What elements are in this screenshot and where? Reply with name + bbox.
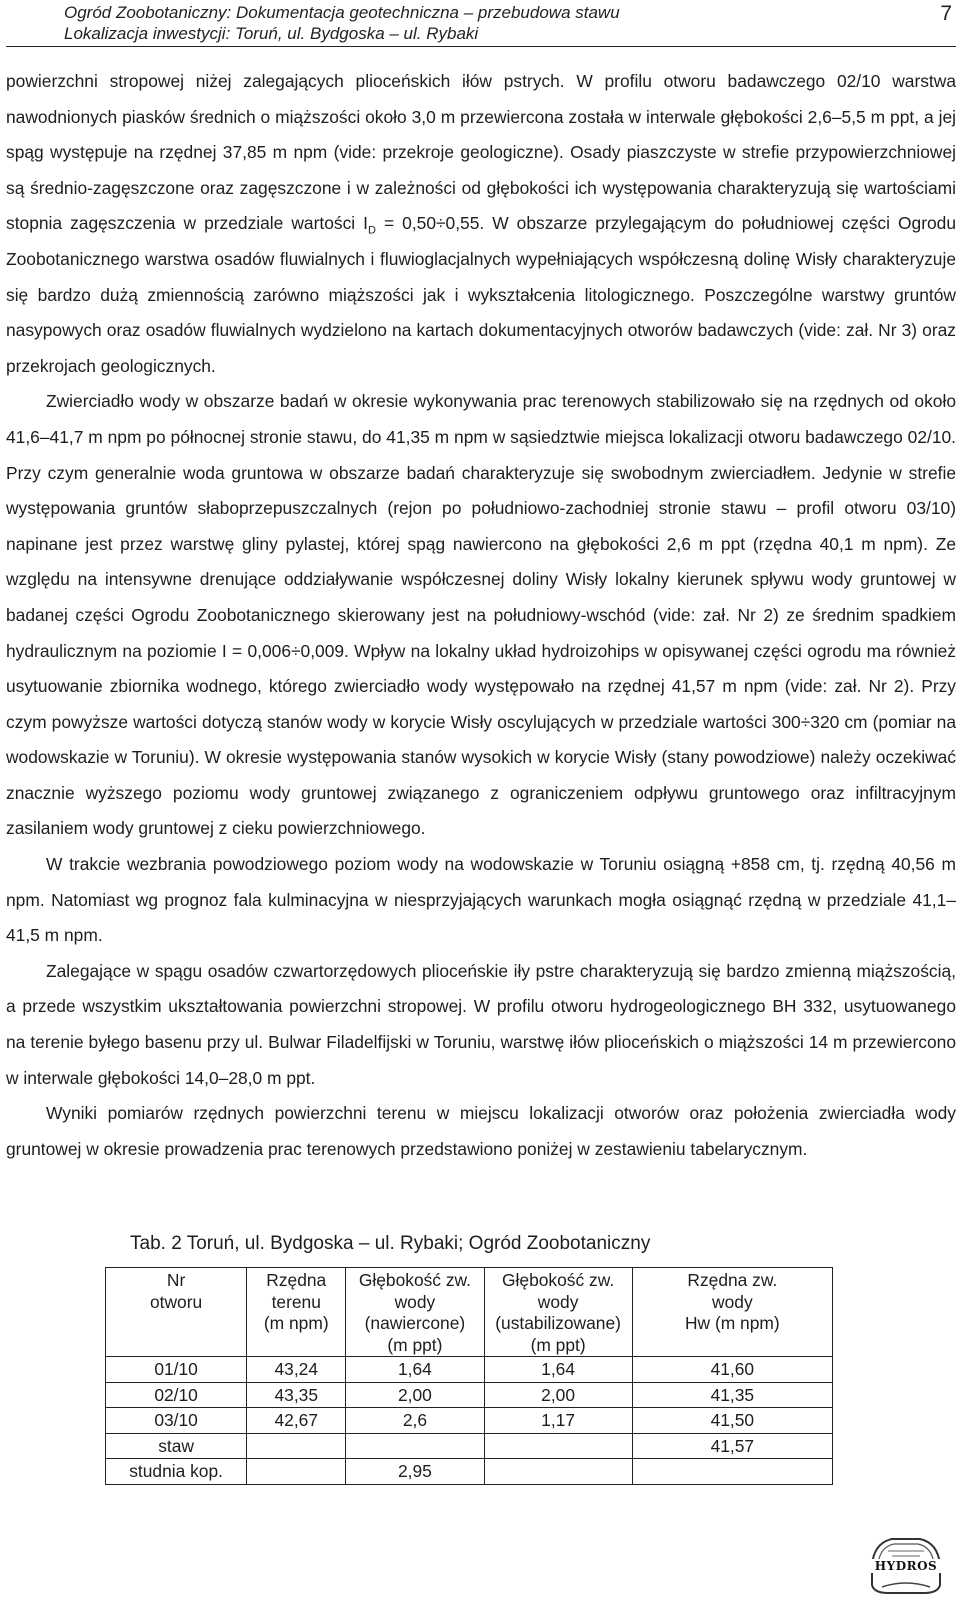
table-cell: 2,95 bbox=[346, 1459, 484, 1485]
table-cell: 42,67 bbox=[247, 1408, 346, 1434]
header-water-elevation: Rzędna zw. wody Hw (m npm) bbox=[632, 1268, 832, 1357]
table-cell: 03/10 bbox=[106, 1408, 247, 1434]
table-cell: 43,24 bbox=[247, 1357, 346, 1383]
paragraph-1-text-b: = 0,50÷0,55. W obszarze przylegającym do południowej części Ogrodu Zoobotanicznego warstwa osadów fluwialnych i fluwioglacjalnych wypełniających współczesną dolinę Wisły charakteryzuje się bardzo dużą zmiennością zarówno miąższości jak i wykształcenia litologicznego. Poszczególne warstwy gruntów nasypowych oraz osadów fluwialnych wydzielono na kartach dokumentacyjnych otworów badawczych (vide: zał. Nr 3) oraz przekrojach geologicznych. bbox=[6, 213, 957, 376]
table-cell: 41,57 bbox=[632, 1433, 832, 1459]
table-cell bbox=[247, 1433, 346, 1459]
table-cell bbox=[346, 1433, 484, 1459]
table-cell: studnia kop. bbox=[106, 1459, 247, 1485]
paragraph-1 bbox=[6, 64, 956, 384]
table-cell: staw bbox=[106, 1433, 247, 1459]
paragraph-3: W trakcie wezbrania powodziowego poziom wody na wodowskazie w Toruniu osiągną +858 cm, tj. rzędną 40,56 m npm. Natomiast wg prognoz fala kulminacyjna w niesprzyjających warunkach mogła osiągnąć rzędną w przedziale 41,1–41,5 m npm. bbox=[6, 854, 956, 946]
water-level-table bbox=[105, 1267, 833, 1485]
page-number: 7 bbox=[940, 2, 952, 25]
page-header bbox=[6, 0, 956, 52]
table-caption: Tab. 2 Toruń, ul. Bydgoska – ul. Rybaki; Ogród Zoobotaniczny bbox=[130, 1233, 651, 1254]
table-cell bbox=[484, 1433, 632, 1459]
hydros-logo-icon bbox=[868, 1535, 944, 1597]
header-text bbox=[64, 2, 620, 44]
table-cell bbox=[484, 1459, 632, 1485]
table-cell: 2,00 bbox=[346, 1382, 484, 1408]
header-ground-elevation: Rzędna terenu (m npm) bbox=[247, 1268, 346, 1357]
table-cell bbox=[632, 1459, 832, 1485]
table-cell: 1,64 bbox=[484, 1357, 632, 1383]
logo-text: HYDROS bbox=[868, 1559, 944, 1573]
table-cell: 02/10 bbox=[106, 1382, 247, 1408]
header-line-1: Ogród Zoobotaniczny: Dokumentacja geotechniczna – przebudowa stawu bbox=[64, 3, 620, 22]
header-depth-stabilized: Głębokość zw. wody (ustabilizowane) (m ppt) bbox=[484, 1268, 632, 1357]
body-text bbox=[6, 64, 956, 1167]
table-row bbox=[106, 1357, 833, 1383]
paragraph-5: Wyniki pomiarów rzędnych powierzchni terenu w miejscu lokalizacji otworów oraz położenia zwierciadła wody gruntowej w okresie prowadzenia prac terenowych przedstawiono poniżej w zestawieniu tabelarycznym. bbox=[6, 1103, 956, 1159]
table-row bbox=[106, 1459, 833, 1485]
header-borehole-no: Nr otworu bbox=[106, 1268, 247, 1357]
table-cell: 1,64 bbox=[346, 1357, 484, 1383]
paragraph-1-text-a: powierzchni stropowej niżej zalegających plioceńskich iłów pstrych. W profilu otworu badawczego 02/10 warstwa nawodnionych piasków średnich o miąższości około 3,0 m przewiercona została w interwale głębokości 2,6–5,5 m ppt, a jej spąg występuje na rzędnej 37,85 m npm (vide: przekroje geologiczne). Osady piaszczyste w strefie przypowierzchniowej są średnio-zagęszczone oraz zagęszczone i w zależności od głębokości ich występowania charakteryzują się wartościami stopnia zagęszczenia w przedziale wartości I bbox=[6, 71, 956, 234]
header-depth-drilled: Głębokość zw. wody (nawiercone) (m ppt) bbox=[346, 1268, 484, 1357]
header-rule bbox=[6, 46, 956, 47]
table-row bbox=[106, 1408, 833, 1434]
header-line-2: Lokalizacja inwestycji: Toruń, ul. Bydgoska – ul. Rybaki bbox=[64, 24, 479, 43]
table-cell: 41,35 bbox=[632, 1382, 832, 1408]
table-cell: 1,17 bbox=[484, 1408, 632, 1434]
table-cell: 2,00 bbox=[484, 1382, 632, 1408]
table-row bbox=[106, 1382, 833, 1408]
table-cell: 41,50 bbox=[632, 1408, 832, 1434]
paragraph-4: Zalegające w spągu osadów czwartorzędowych plioceńskie iły pstre charakteryzują się bardzo zmienną miąższością, a przede wszystkim ukształtowania powierzchni stropowej. W profilu otworu hydrogeologicznego BH 332, usytuowanego na terenie byłego basenu przy ul. Bulwar Filadelfijski w Toruniu, warstwę iłów plioceńskich o miąższości 14 m przewiercono w interwale głębokości 14,0–28,0 m ppt. bbox=[6, 960, 956, 1088]
table-header-row bbox=[106, 1268, 833, 1357]
table-cell: 43,35 bbox=[247, 1382, 346, 1408]
paragraph-2: Zwierciadło wody w obszarze badań w okresie wykonywania prac terenowych stabilizowało się na rzędnych od około 41,6–41,7 m npm po północnej stronie stawu, do 41,35 m npm w sąsiedztwie miejsca lokalizacji otworu badawczego 02/10. Przy czym generalnie woda gruntowa w obszarze badań charakteryzuje się swobodnym zwierciadłem. Jedynie w strefie występowania gruntów słaboprzepuszczalnych (rejon po południowo-zachodniej stronie stawu – profil otworu 03/10) napinane jest przez warstwę gliny pylastej, której spąg nawiercono na głębokości 2,6 m ppt (rzędna 40,1 m npm). Ze względu na intensywne drenujące oddziaływanie współczesnej doliny Wisły lokalny kierunek spływu wody gruntowej w badanej części Ogrodu Zoobotanicznego skierowany jest na południowy-wschód (vide: zał. Nr 2) ze średnim spadkiem hydraulicznym na poziomie I = 0,006÷0,009. Wpływ na lokalny układ hydroizohips w opisywanej części ogrodu ma również usytuowanie zbiornika wodnego, którego zwierciadło wody występowało na rzędnej 41,57 m npm (vide: zał. Nr 2). Przy czym powyższe wartości dotyczą stanów wody w korycie Wisły oscylujących w przedziale wartości 300÷320 cm (pomiar na wodowskazie w Toruniu). W okresie występowania stanów wysokich w korycie Wisły (stany powodziowe) należy oczekiwać znacznie wyższego poziomu wody gruntowej związanego z ograniczeniem odpływu gruntowego oraz infiltracyjnym zasilaniem wody gruntowej z cieku powierzchniowego. bbox=[6, 391, 956, 839]
paragraph-1-subscript: D bbox=[368, 224, 376, 237]
table-cell bbox=[247, 1459, 346, 1485]
table-cell: 01/10 bbox=[106, 1357, 247, 1383]
table-row bbox=[106, 1433, 833, 1459]
table-cell: 2,6 bbox=[346, 1408, 484, 1434]
table-cell: 41,60 bbox=[632, 1357, 832, 1383]
